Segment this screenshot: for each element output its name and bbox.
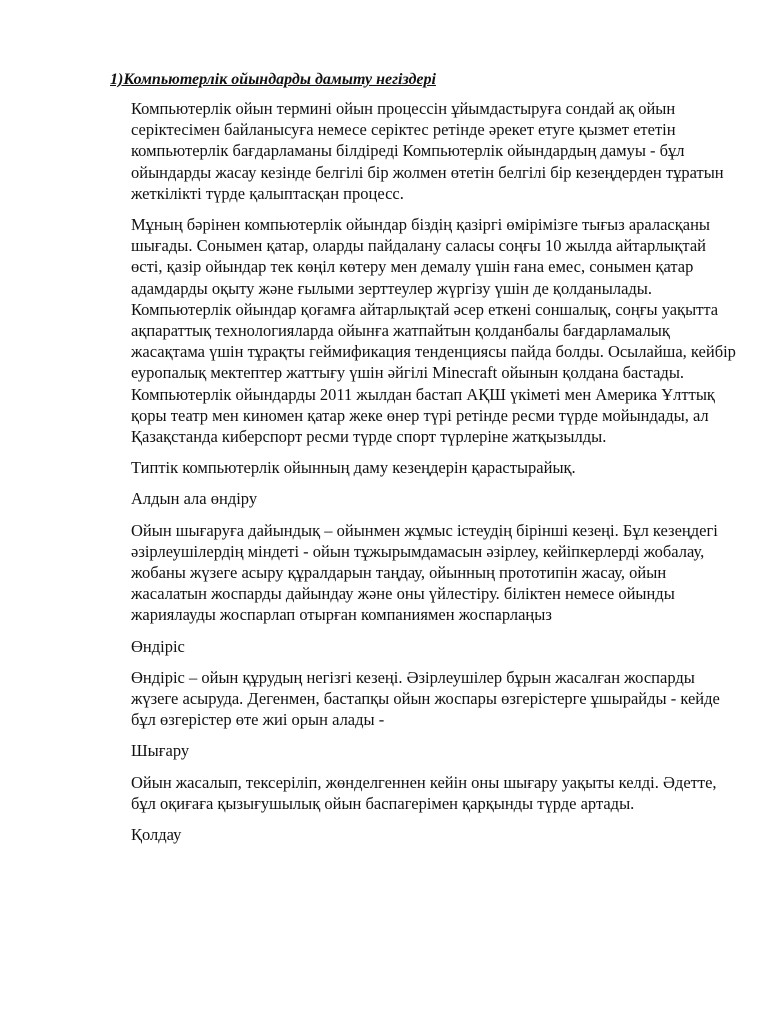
paragraph-release: Ойын жасалып, тексеріліп, жөнделгеннен кейін оны шығару уақыты келді. Әдетте, бұл оқиғаға қызығушылық ойын баспагерімен қарқынды түрде артады.: [131, 772, 717, 813]
paragraph-preproduction: Ойын шығаруға дайындық – ойынмен жұмыс істеудің бірінші кезеңі. Бұл кезеңдегі әзірлеушілердің міндеті - ойын тұжырымдамасын әзірлеу, кейіпкерлерді жобалау, жобаны жүзеге асыру құралдарын таңдау, ойынның прототипін жасау, ойын жасалатын жоспарды дайындау және оны үйлестіру. біліктен немесе ойынды жариялауды жоспарлап отырған компаниямен жоспарлаңыз: [131, 520, 718, 625]
paragraph-impact: Мұның бәрінен компьютерлік ойындар біздің қазіргі өмірімізге тығыз араласқаны шығады. Сонымен қатар, оларды пайдалану саласы соңғы 10 жылда айтарлықтай өсті, қазір ойындар тек көңіл көтеру мен демалу үшін ғана емес, сонымен қатар адамдарды оқыту және ғылыми зерттеулер жүргізу үшін де қолданылады. Компьютерлік ойындар қоғамға айтарлықтай әсер еткені соншалық, соңғы уақытта ақпараттық технологияларда ойынға жатпайтын қолданбалы бағдарламалық жасақтама үшін тұрақты геймификация тенденциясы пайда болды. Осылайша, кейбір еуропалық мектептер жаттығу үшін әйгілі Minecraft ойынын қолдана бастады. Компьютерлік ойындарды 2011 жылдан бастап АҚШ үкіметі мен Америка Ұлттық қоры театр мен киномен қатар жеке өнер түрі ретінде ресми түрде мойындады, ал Қазақстанда киберспорт ресми түрде спорт түрлеріне жатқызылды.: [131, 215, 736, 447]
section-label-release: Шығару: [131, 741, 190, 761]
paragraph-stages-intro: Типтік компьютерлік ойынның даму кезеңдерін қарастырайық.: [131, 458, 576, 478]
paragraph-definition: Компьютерлік ойын термині ойын процессін ұйымдастыруға сондай ақ ойын серіктесімен байланысуға немесе серіктес ретінде әрекет етуге қызмет ететін компьютерлік бағдарламаны білдіреді Компьютерлік ойындардың дамуы - бұл ойындарды жасау кезінде белгілі бір жолмен өтетін белгілі бір кезеңдерден тұратын жеткілікті түрде қалыптасқан процесс.: [131, 99, 724, 203]
document-body: [131, 98, 736, 855]
document-heading: 1)Компьютерлік ойындарды дамыту негіздері: [110, 71, 436, 88]
section-label-support: Қолдау: [131, 825, 182, 845]
section-label-production: Өндіріс: [131, 636, 185, 656]
section-label-preproduction: Алдын ала өндіру: [131, 489, 258, 509]
paragraph-production: Өндіріс – ойын құрудың негізгі кезеңі. Әзірлеушілер бұрын жасалған жоспарды жүзеге асыруда. Дегенмен, бастапқы ойын жоспары өзгерістерге ұшырайды - кейде бұл өзгерістер өте жиі орын алады -: [131, 667, 720, 730]
